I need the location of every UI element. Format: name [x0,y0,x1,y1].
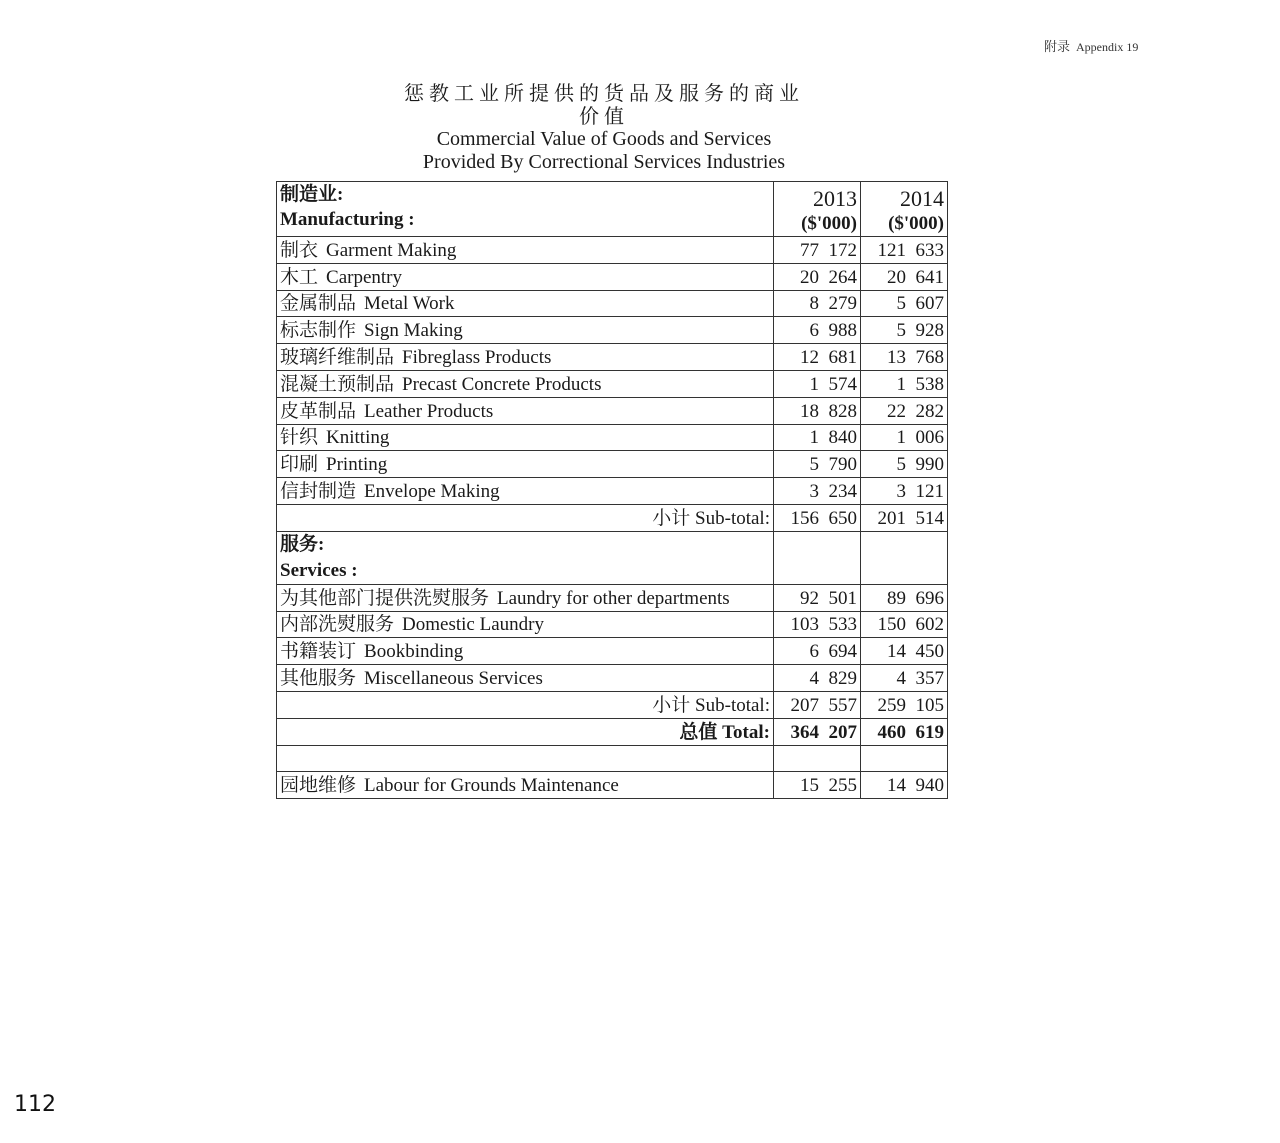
manufacturing-row-label-en: Printing [326,454,388,476]
manufacturing-row-label [277,344,774,371]
manufacturing-row-label-en: Carpentry [326,266,402,288]
manufacturing-row-label [277,290,774,317]
manufacturing-row [277,478,948,505]
page-title [404,82,804,174]
services-subtotal-label: 小计 Sub-total: [277,691,774,718]
services-subtotal-row [277,691,948,718]
services-row [277,665,948,692]
manufacturing-row-value-2013: 1 574 [774,370,861,397]
manufacturing-row [277,397,948,424]
manufacturing-row-label-cn: 针织 [280,427,319,449]
manufacturing-row-value-2013: 6 988 [774,317,861,344]
unit-2013: ($'000) [801,213,857,234]
services-row [277,638,948,665]
manufacturing-row-value-2013: 5 790 [774,451,861,478]
manufacturing-row-value-2013: 12 681 [774,344,861,371]
manufacturing-row [277,424,948,451]
manufacturing-row-label [277,370,774,397]
manufacturing-row-value-2014: 121 633 [861,237,948,264]
services-row-label-en: Miscellaneous Services [364,667,543,689]
title-en-line2: Provided By Correctional Services Industries [422,151,786,173]
grounds-2013: 15 255 [774,772,861,799]
manufacturing-row-label-en: Envelope Making [364,480,500,502]
manufacturing-row-value-2014: 13 768 [861,344,948,371]
total-label: 总值 Total: [277,718,774,745]
value-table [276,181,948,799]
manufacturing-row-label-cn: 印刷 [280,454,319,476]
manufacturing-row-value-2014: 1 538 [861,370,948,397]
services-row-value-2014: 150 602 [861,611,948,638]
services-row-label-en: Laundry for other departments [497,587,730,609]
blank-cell-2014 [861,745,948,772]
manufacturing-row-label-en: Garment Making [326,239,457,261]
manufacturing-row-label-en: Precast Concrete Products [402,373,602,395]
grounds-label-en: Labour for Grounds Maintenance [364,775,619,797]
manufacturing-row-value-2013: 18 828 [774,397,861,424]
manufacturing-row [277,290,948,317]
appendix-en: Appendix 19 [1076,40,1139,54]
services-row-label-cn: 内部洗熨服务 [280,614,395,636]
manufacturing-row-value-2014: 1 006 [861,424,948,451]
grounds-label-cn: 园地维修 [280,775,357,797]
manufacturing-row-label-en: Fibreglass Products [402,346,552,368]
grounds-row [277,772,948,799]
title-cn: 惩教工业所提供的货品及服务的商业价值 [404,81,804,128]
grounds-label [277,772,774,799]
manufacturing-row-label-en: Sign Making [364,320,463,342]
manufacturing-row-value-2013: 8 279 [774,290,861,317]
services-row-label-cn: 其他服务 [280,667,357,689]
manufacturing-row-value-2013: 1 840 [774,424,861,451]
services-row [277,611,948,638]
services-row-label-cn: 书籍装订 [280,641,357,663]
manufacturing-row-label-cn: 标志制作 [280,320,357,342]
header-row [277,182,948,237]
manufacturing-row-label-en: Leather Products [364,400,494,422]
manufacturing-row-label [277,317,774,344]
year-2013-header [774,182,861,237]
appendix-cn: 附录 [1044,39,1071,54]
manufacturing-row-value-2014: 20 641 [861,263,948,290]
services-heading-en: Services : [280,559,358,581]
services-row-value-2014: 14 450 [861,638,948,665]
manufacturing-row [277,344,948,371]
services-subtotal-2013: 207 557 [774,691,861,718]
page-number: 112 [14,1092,56,1117]
services-row-value-2013: 6 694 [774,638,861,665]
blank-row [277,745,948,772]
services-heading-empty-2014 [861,531,948,584]
manufacturing-row-label-en: Metal Work [364,293,455,315]
manufacturing-row [277,451,948,478]
services-heading-cn: 服务: [280,533,325,555]
services-row-label [277,584,774,611]
services-row-label-en: Domestic Laundry [402,614,544,636]
year-2014-header [861,182,948,237]
manufacturing-row-label-cn: 金属制品 [280,293,357,315]
manufacturing-row-label [277,397,774,424]
services-heading-empty-2013 [774,531,861,584]
services-row-label [277,638,774,665]
services-row-value-2013: 103 533 [774,611,861,638]
manufacturing-row-value-2014: 3 121 [861,478,948,505]
manufacturing-row-value-2014: 5 990 [861,451,948,478]
manufacturing-row-value-2014: 22 282 [861,397,948,424]
manufacturing-row-label-en: Knitting [326,427,390,449]
manufacturing-row-value-2013: 3 234 [774,478,861,505]
total-row [277,718,948,745]
total-2013: 364 207 [774,718,861,745]
manufacturing-row-label [277,424,774,451]
services-heading [277,531,774,584]
manufacturing-row-label-cn: 皮革制品 [280,400,357,422]
services-row-value-2014: 4 357 [861,665,948,692]
title-en-line1: Commercial Value of Goods and Services [436,128,772,150]
services-row-value-2014: 89 696 [861,584,948,611]
manufacturing-row-value-2013: 77 172 [774,237,861,264]
services-heading-row [277,531,948,584]
manufacturing-row [277,237,948,264]
services-row-value-2013: 4 829 [774,665,861,692]
manufacturing-row-value-2014: 5 607 [861,290,948,317]
manufacturing-row-label-cn: 信封制造 [280,480,357,502]
grounds-2014: 14 940 [861,772,948,799]
manufacturing-subtotal-2013: 156 650 [774,504,861,531]
services-row [277,584,948,611]
total-2014: 460 619 [861,718,948,745]
manufacturing-row-value-2013: 20 264 [774,263,861,290]
manufacturing-row [277,263,948,290]
services-row-label [277,665,774,692]
year-2014: 2014 [900,186,944,211]
blank-cell-label [277,745,774,772]
services-row-label-cn: 为其他部门提供洗熨服务 [280,587,490,609]
manufacturing-heading-cn: 制造业: [280,184,344,205]
manufacturing-row-label [277,478,774,505]
manufacturing-row-label [277,451,774,478]
manufacturing-row-value-2014: 5 928 [861,317,948,344]
manufacturing-row-label-cn: 混凝土预制品 [280,373,395,395]
services-row-value-2013: 92 501 [774,584,861,611]
manufacturing-row-label-cn: 木工 [280,266,319,288]
manufacturing-subtotal-2014: 201 514 [861,504,948,531]
manufacturing-row-label [277,263,774,290]
manufacturing-row-label-cn: 玻璃纤维制品 [280,346,395,368]
blank-cell-2013 [774,745,861,772]
appendix-label [1044,36,1138,55]
manufacturing-subtotal-label: 小计 Sub-total: [277,504,774,531]
year-2013: 2013 [813,186,857,211]
manufacturing-heading-en: Manufacturing : [280,209,415,230]
manufacturing-heading [277,182,774,237]
services-subtotal-2014: 259 105 [861,691,948,718]
manufacturing-row [277,370,948,397]
manufacturing-subtotal-row [277,504,948,531]
manufacturing-row-label [277,237,774,264]
services-row-label [277,611,774,638]
manufacturing-row-label-cn: 制衣 [280,239,319,261]
unit-2014: ($'000) [888,213,944,234]
services-row-label-en: Bookbinding [364,641,464,663]
manufacturing-row [277,317,948,344]
